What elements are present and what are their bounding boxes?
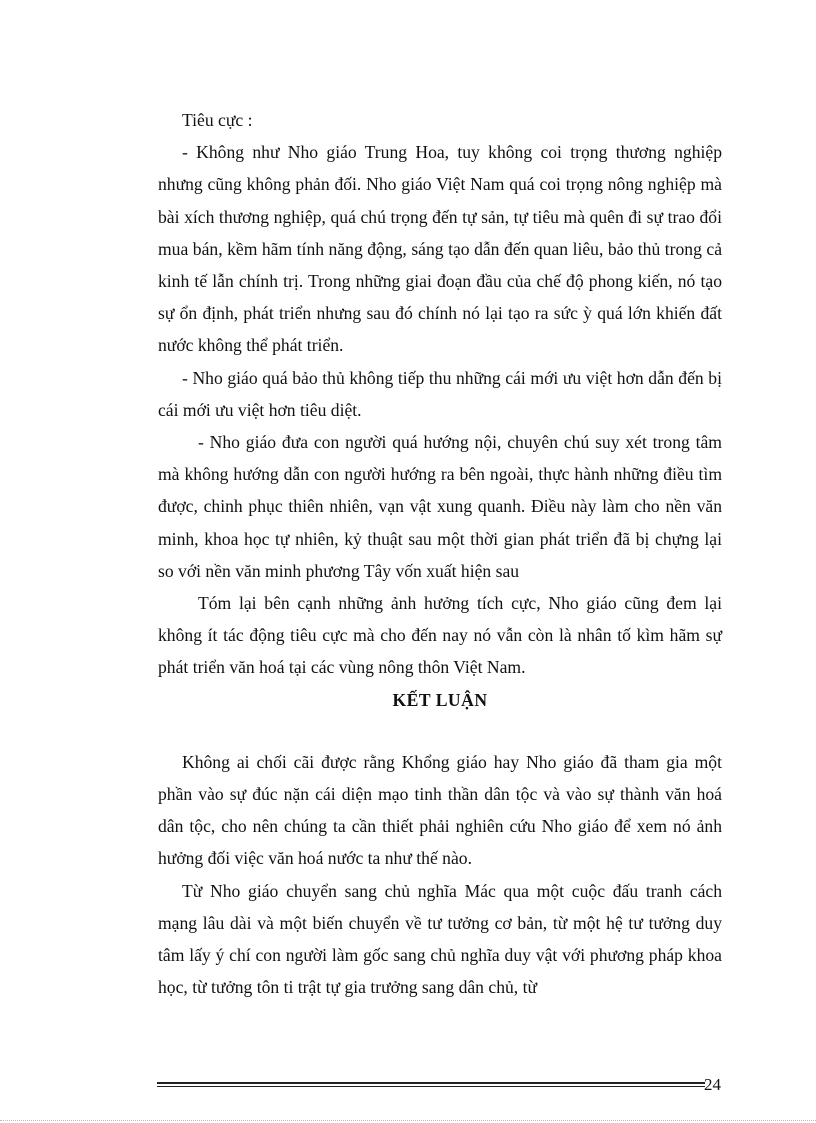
paragraph-introversion: - Nho giáo đưa con người quá hướng nội, chuyên chú suy xét trong tâm mà không hướng dẫn con người hướng ra bên ngoài, thực hành những điều tìm được, chinh phục thiên nhiên, vạn vật xung quanh. Điều này làm cho nền văn minh, khoa học tự nhiên, kỷ thuật sau một thời gian phát triển đã bị chựng lại so với nền văn minh phương Tây vốn xuất hiện sau	[158, 432, 722, 581]
paragraph-conclusion-2: Từ Nho giáo chuyển sang chủ nghĩa Mác qua một cuộc đấu tranh cách mạng lâu dài và một biến chuyển về tư tưởng cơ bản, từ một hệ tư tưởng duy tâm lấy ý chí con người làm gốc sang chủ nghĩa duy vật với phương pháp khoa học, từ tưởng tôn ti trật tự gia trưởng sang dân chủ, từ	[158, 880, 722, 998]
paragraph-conclusion-1: Không ai chối cãi được rằng Khổng giáo hay Nho giáo đã tham gia một phần vào sự đúc nặn cái diện mạo tinh thần dân tộc và vào sự thành văn hoá dân tộc, cho nên chúng ta cần thiết phải nghiên cứu Nho giáo để xem nó ảnh hưởng đối việc văn hoá nước ta như thế nào.	[158, 751, 722, 869]
footer-rule-thin	[157, 1086, 705, 1087]
document-body	[158, 104, 722, 1003]
paragraph-negatives-label: Tiêu cực :	[182, 110, 253, 130]
paragraph-commerce: - Không như Nho giáo Trung Hoa, tuy không coi trọng thương nghiệp nhưng cũng không phản đối. Nho giáo Việt Nam quá coi trọng nông nghiệp mà bài xích thương nghiệp, quá chú trọng đến tự sản, tự tiêu mà quên đi sự trao đổi mua bán, kềm hãm tính năng động, sáng tạo dẫn đến quan liêu, bảo thủ trong cả kinh tế lẫn chính trị. Trong những giai đoạn đầu của chế độ phong kiến, nó tạo sự ổn định, phát triển nhưng sau đó chính nó lại tạo ra sức ỳ quá lớn khiến đất nước không thể phát triển.	[158, 142, 722, 356]
paragraph-conservatism: - Nho giáo quá bảo thủ không tiếp thu những cái mới ưu việt hơn dẫn đến bị cái mới ưu việt hơn tiêu diệt.	[158, 367, 722, 420]
section-heading-conclusion: KẾT LUẬN	[392, 689, 488, 710]
footer-rule	[157, 1082, 705, 1088]
footer-rule-thick	[157, 1082, 705, 1084]
paragraph-summary: Tóm lại bên cạnh những ảnh hưởng tích cực, Nho giáo cũng đem lại không ít tác động tiêu cực mà cho đến nay nó vẫn còn là nhân tố kìm hãm sự phát triển văn hoá tại các vùng nông thôn Việt Nam.	[158, 593, 722, 678]
page-number: 24	[704, 1075, 721, 1094]
page-bottom-edge	[0, 1120, 816, 1121]
